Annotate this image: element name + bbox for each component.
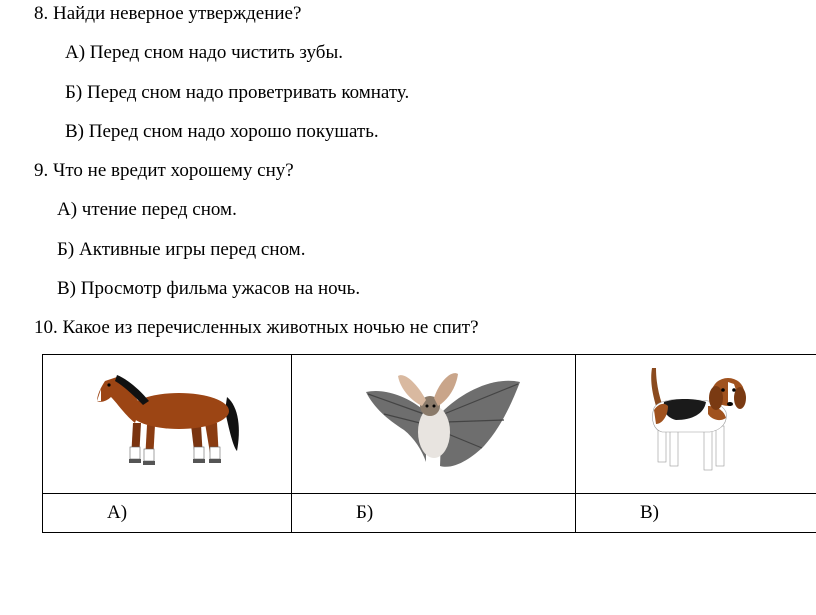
animal-label-c: В) — [640, 502, 659, 523]
animal-label-a: А) — [107, 502, 128, 523]
bat-icon — [344, 362, 524, 482]
question-8-title: 8. Найди неверное утверждение? — [34, 3, 302, 24]
question-10-title: 10. Какое из перечисленных животных ночью не спит? — [34, 317, 479, 338]
question-8-option-c: В) Перед сном надо хорошо покушать. — [65, 121, 379, 142]
question-8-option-b: Б) Перед сном надо проветривать комнату. — [65, 82, 410, 103]
question-9-option-c: В) Просмотр фильма ужасов на ночь. — [57, 278, 361, 299]
horse-icon — [87, 367, 247, 477]
question-9-title: 9. Что не вредит хорошему сну? — [34, 160, 294, 181]
animal-cell-c — [576, 355, 816, 494]
animal-cell-a — [43, 355, 292, 494]
beagle-dog-icon — [636, 362, 756, 482]
question-8-option-a: А) Перед сном надо чистить зубы. — [65, 42, 343, 63]
animal-label-cell-a — [43, 494, 292, 533]
animal-label-b: Б) — [356, 502, 374, 523]
animal-cell-b — [292, 355, 576, 494]
question-9-option-a: А) чтение перед сном. — [57, 199, 237, 220]
animal-answer-table — [42, 354, 816, 533]
question-9-option-b: Б) Активные игры перед сном. — [57, 239, 306, 260]
